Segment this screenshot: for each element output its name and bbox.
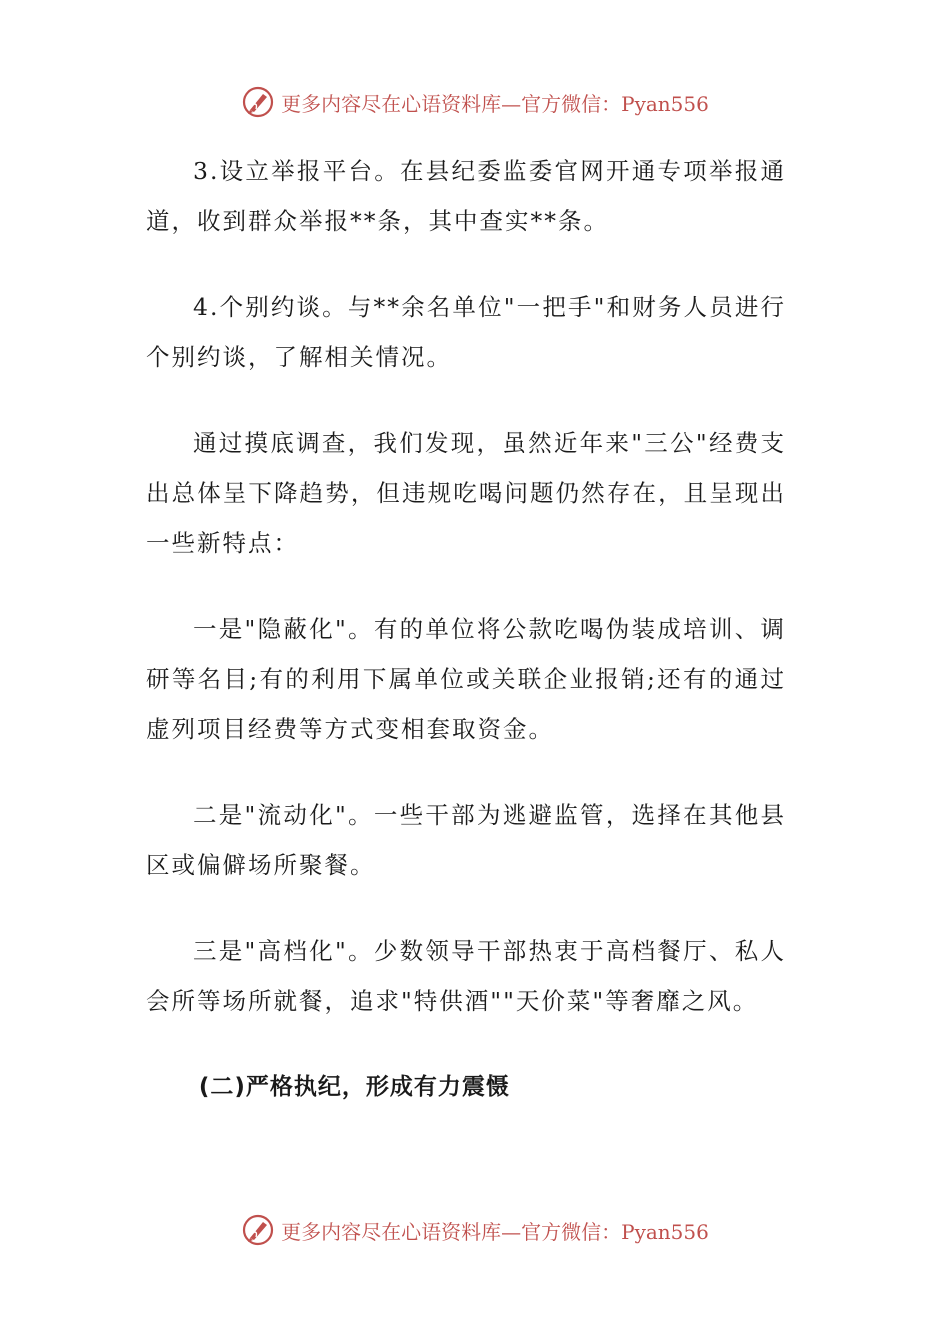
section-heading: (二)严格执纪，形成有力震慑 — [198, 1074, 510, 1100]
paragraph-concealed: 一是"隐蔽化"。有的单位将公款吃喝伪装成培训、调研等名目;有的利用下属单位或关联企业报销;还有的通过虚列项目经费等方式变相套取资金。 — [146, 615, 786, 743]
paragraph-mobile: 二是"流动化"。一些干部为逃避监管，选择在其他县区或偏僻场所聚餐。 — [146, 801, 786, 879]
paragraph-report-platform: 3.设立举报平台。在县纪委监委官网开通专项举报通道，收到群众举报**条，其中查实**条。 — [146, 157, 786, 235]
header-banner-text: 更多内容尽在心语资料库—官方微信：Pyan556 — [281, 91, 709, 116]
header-banner — [0, 82, 950, 122]
paragraph-survey-findings: 通过摸底调查，我们发现，虽然近年来"三公"经费支出总体呈下降趋势，但违规吃喝问题仍然存在，且呈现出一些新特点： — [146, 429, 786, 557]
document-body — [146, 146, 786, 1112]
pen-circle-logo-icon — [241, 1213, 275, 1247]
footer-banner-text: 更多内容尽在心语资料库—官方微信：Pyan556 — [281, 1219, 709, 1244]
pen-circle-logo-icon — [241, 85, 275, 119]
paragraph-high-end: 三是"高档化"。少数领导干部热衷于高档餐厅、私人会所等场所就餐，追求"特供酒""天价菜"等奢靡之风。 — [146, 937, 786, 1015]
paragraph-individual-talks: 4.个别约谈。与**余名单位"一把手"和财务人员进行个别约谈，了解相关情况。 — [146, 293, 786, 371]
footer-banner — [0, 1210, 950, 1250]
